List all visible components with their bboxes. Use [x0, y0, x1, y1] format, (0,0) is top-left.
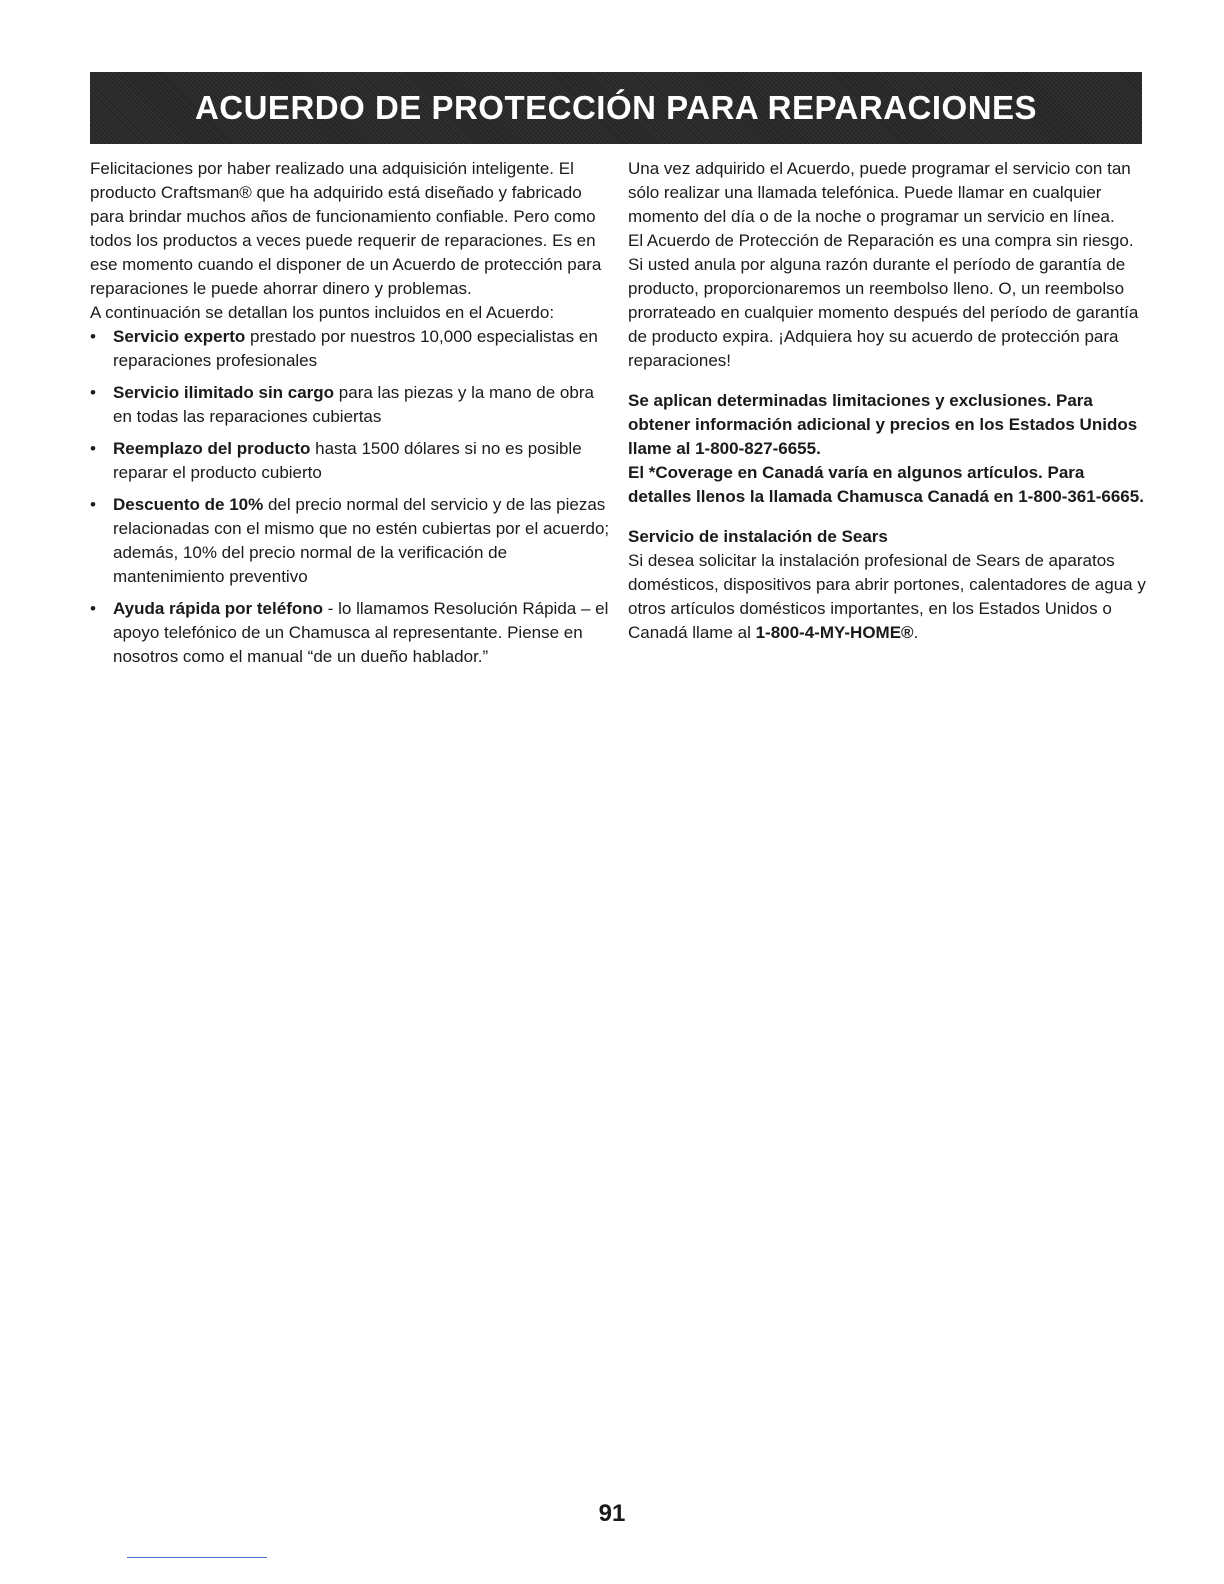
- installation-heading: Servicio de instalación de Sears: [628, 527, 888, 546]
- bullet-icon: •: [90, 599, 96, 618]
- limitations-notice: Se aplican determinadas limitaciones y exclusiones. Para obtener información adicional y precios en los Estados Unidos llame al 1-800-827-6655.: [628, 391, 1138, 458]
- bullet-title: Descuento de 10%: [113, 495, 264, 514]
- bullet-text: para las piezas y la mano de obra en todas las reparaciones cubiertas: [113, 383, 594, 426]
- list-item: [90, 437, 612, 485]
- footer-rule: [127, 1557, 267, 1558]
- scheduling-paragraph: Una vez adquirido el Acuerdo, puede programar el servicio con tan sólo realizar una llamada telefónica. Puede llamar en cualquier momento del día o de la noche o programar un servicio en línea.: [628, 159, 1131, 226]
- list-intro: A continuación se detallan los puntos incluidos en el Acuerdo:: [90, 303, 555, 322]
- page-number: 91: [598, 1500, 626, 1527]
- bullet-text: prestado por nuestros 10,000 especialistas en reparaciones profesionales: [113, 327, 598, 370]
- bullet-icon: •: [90, 495, 96, 514]
- list-item: [90, 325, 612, 373]
- bullet-title: Servicio ilimitado sin cargo: [113, 383, 335, 402]
- installation-paragraph: [628, 549, 1152, 645]
- risk-free-paragraph: El Acuerdo de Protección de Reparación es una compra sin riesgo. Si usted anula por alguna razón durante el período de garantía de producto, proporcionaremos un reembolso lleno. O, un reembolso prorrateado en cualquier momento después del período de garantía de producto expira. ¡Adquiera hoy su acuerdo de protección para reparaciones!: [628, 231, 1139, 370]
- bullet-text: hasta 1500 dólares si no es posible reparar el producto cubierto: [113, 439, 582, 482]
- list-item: [90, 381, 612, 429]
- bullet-icon: •: [90, 439, 96, 458]
- bullet-title: Reemplazo del producto: [113, 439, 311, 458]
- bullet-icon: •: [90, 383, 96, 402]
- list-item: [90, 493, 612, 589]
- right-column: [628, 157, 1152, 645]
- bullet-text: del precio normal del servicio y de las piezas relacionadas con el mismo que no estén cubiertas por el acuerdo; además, 10% del precio normal de la verificación de mantenimiento preventivo: [113, 495, 610, 586]
- bullet-title: Ayuda rápida por teléfono: [113, 599, 324, 618]
- title-banner: [90, 72, 1142, 144]
- page-title: ACUERDO DE PROTECCIÓN PARA REPARACIONES: [194, 89, 1038, 126]
- benefits-list: [90, 325, 612, 669]
- installation-end: .: [913, 623, 919, 642]
- canada-notice: El *Coverage en Canadá varía en algunos artículos. Para detalles llenos la llamada Chamusca Canadá en 1-800-361-6665.: [628, 463, 1144, 506]
- list-item: [90, 597, 612, 669]
- installation-text: Si desea solicitar la instalación profesional de Sears de aparatos domésticos, dispositivos para abrir portones, calentadores de agua y otros artículos domésticos importantes, en los Estados Unidos o Canadá llame al: [628, 551, 1146, 642]
- bullet-title: Servicio experto: [113, 327, 246, 346]
- bullet-text: - lo llamamos Resolución Rápida – el apoyo telefónico de un Chamusca al representante. Piense en nosotros como el manual “de un dueño hablador.”: [113, 599, 609, 666]
- installation-phone: 1-800-4-MY-HOME®: [755, 623, 914, 642]
- intro-paragraph: Felicitaciones por haber realizado una adquisición inteligente. El producto Craftsman® que ha adquirido está diseñado y fabricado para brindar muchos años de funcionamiento confiable. Pero como todos los productos a veces puede requerir de reparaciones. Es en ese momento cuando el disponer de un Acuerdo de protección para reparaciones le puede ahorrar dinero y problemas.: [90, 159, 602, 298]
- bullet-icon: •: [90, 327, 96, 346]
- left-column: [90, 157, 612, 677]
